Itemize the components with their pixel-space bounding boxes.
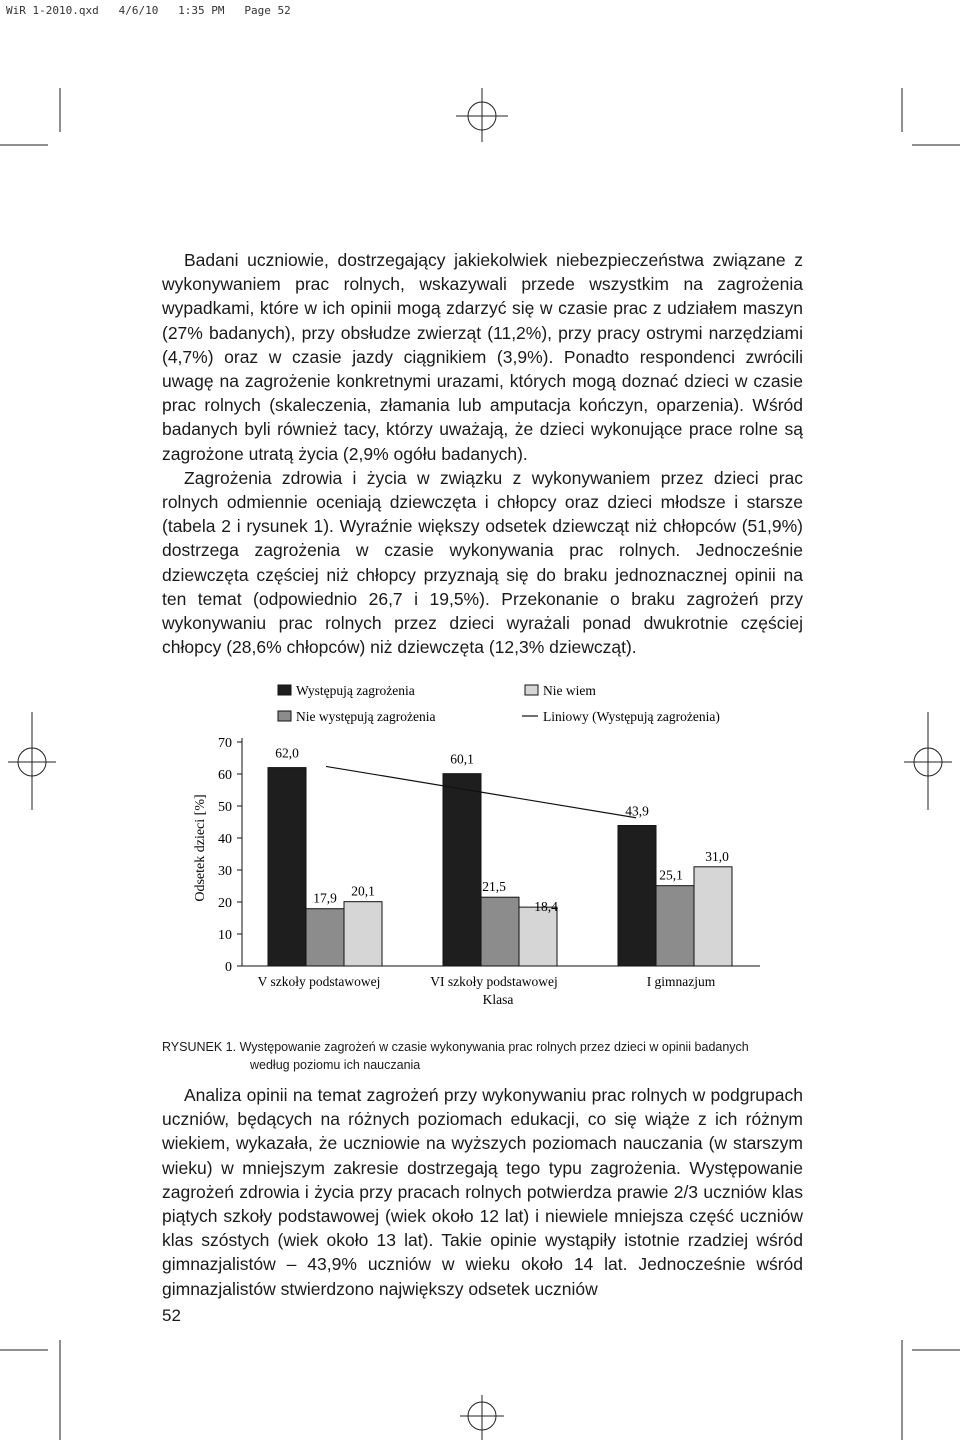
bar [656,886,694,966]
legend-swatch-nie-wiem [525,685,538,695]
bar-value-label: 20,1 [351,883,375,899]
bar [481,897,519,966]
y-tick-label: 0 [225,960,232,975]
bar [344,902,382,966]
bar [519,907,557,966]
bar-value-label: 25,1 [659,867,683,883]
paragraph-1: Badani uczniowie, dostrzegający jakiekolwiek niebezpieczeństwa związane z wykonywaniem prac rolnych, wskazywali przede wszystkim na zagrożenia wypadkami, które w ich opinii mogą zdarzyć się w czasie prac z udziałem maszyn (27% badanych), przy obsłudze zwierząt (11,2%), przy pracy ostrymi narzędziami (4,7%) oraz w czasie jazdy ciągnikiem (3,9%). Ponadto respondenci zwrócili uwagę na zagrożenie konkretnymi urazami, których mogą doznać dzieci w czasie prac rolnych (skaleczenia, złamania lub amputacja kończyn, oparzenia). Wśród badanych byli również tacy, którzy uważają, że dzieci wykonujące prace rolne są zagrożone utratą życia (2,9% ogółu badanych). [162,250,803,464]
bar [618,826,656,966]
legend-label-wystepuja: Występują zagrożenia [296,683,415,698]
bar [268,768,306,966]
bar [694,867,732,966]
bar-value-label: 62,0 [275,745,299,761]
y-tick-label: 70 [218,736,232,751]
legend-swatch-wystepuja [278,685,291,695]
y-tick-label: 20 [218,896,232,911]
bar-value-label: 17,9 [313,890,337,906]
y-axis-label: Odsetek dzieci [%] [193,794,208,902]
x-axis-label: Klasa [482,992,514,1007]
page-number: 52 [162,1306,181,1325]
bar-value-label: 43,9 [625,803,649,819]
legend-label-nie-wiem: Nie wiem [543,683,596,698]
legend-label-trendline: Liniowy (Występują zagrożenia) [543,709,720,724]
bar-value-label: 21,5 [482,879,506,895]
y-tick-label: 30 [218,864,232,879]
bar-value-label: 31,0 [705,848,729,864]
x-category-label: V szkoły podstawowej [257,974,381,989]
legend-label-nie-wystepuja: Nie występują zagrożenia [296,709,436,724]
caption-line-2: według poziomu ich nauczania [250,1058,421,1072]
y-tick-label: 50 [218,800,232,815]
legend-swatch-nie-wystepuja [278,711,291,721]
bar [443,774,481,966]
x-category-label: I gimnazjum [646,974,716,989]
x-category-label: VI szkoły podstawowej [430,974,558,989]
bar [306,909,344,966]
caption-label: RYSUNEK 1. [162,1040,237,1054]
paragraph-3: Analiza opinii na temat zagrożeń przy wykonywaniu prac rolnych w podgrupach uczniów, będących na różnych poziomach edukacji, co się wiąże z ich różnym wiekiem, wykazała, że uczniowie na wyższych poziomach nauczania (w starszym wieku) w mniejszym zakresie dostrzegają tego typu zagrożenia. Występowanie zagrożeń zdrowia i życia przy pracach rolnych potwierdza prawie 2/3 uczniów klas piątych szkoły podstawowej (wiek około 12 lat) i niewiele mniejsza część uczniów klas szóstych (wiek około 13 lat). Takie opinie wystąpiły istotnie rzadziej wśród gimnazjalistów – 43,9% uczniów w wieku około 14 lat. Jednocześnie wśród gimnazjalistów stwierdzono największy odsetek uczniów [162,1085,803,1299]
y-tick-label: 10 [218,928,232,943]
paragraph-2: Zagrożenia zdrowia i życia w związku z wykonywaniem przez dzieci prac rolnych odmiennie oceniają dziewczęta i chłopcy oraz dzieci młodsze i starsze (tabela 2 i rysunek 1). Wyraźnie większy odsetek dziewcząt niż chłopców (51,9%) dostrzega zagrożenia w czasie wykonywania prac rolnych. Jednocześnie dziewczęta częściej niż chłopcy przyznają się do braku jednoznacznej opinii na ten temat (odpowiednio 26,7 i 19,5%). Przekonanie o braku zagrożeń przy wykonywaniu prac rolnych przez dzieci wyrażali ponad dwukrotnie częściej chłopcy (28,6% chłopców) niż dziewczęta (12,3% dziewcząt). [162,467,803,658]
bar-value-label: 18,4 [534,899,558,915]
y-tick-label: 60 [218,768,232,783]
figure-caption [162,1038,803,1074]
print-slug: WiR 1-2010.qxd 4/6/10 1:35 PM Page 52 [6,4,291,17]
caption-line-1: Występowanie zagrożeń w czasie wykonywania prac rolnych przez dzieci w opinii badanych [239,1040,749,1054]
body-text-bottom [162,1083,803,1301]
y-tick-label: 40 [218,832,232,847]
bar-value-label: 60,1 [450,751,474,767]
